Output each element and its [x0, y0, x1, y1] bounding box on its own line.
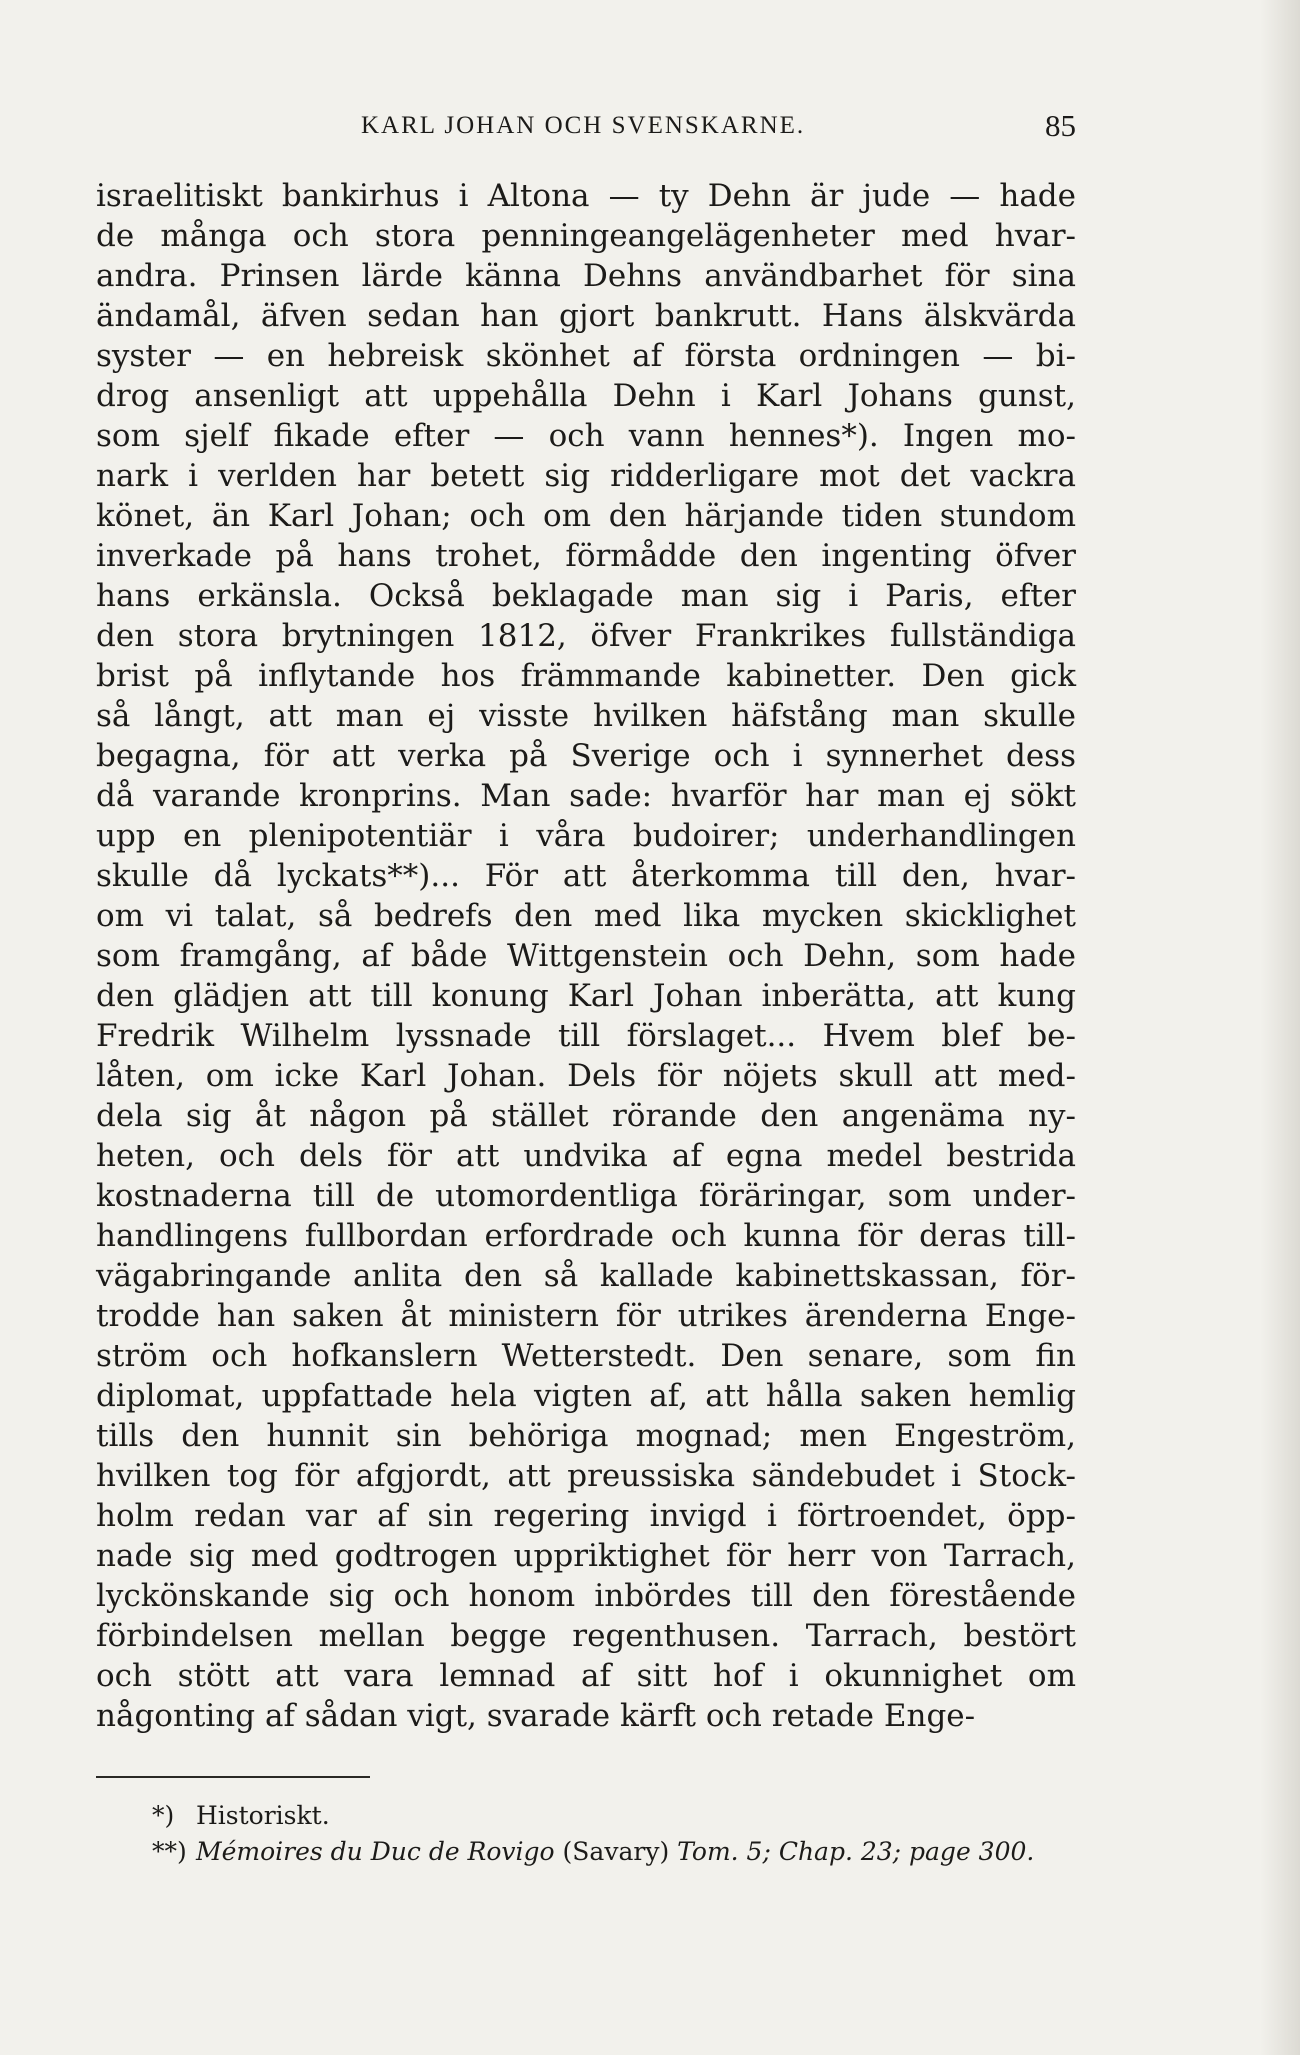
text-line: och stött att vara lemnad af sitt hof i okunnighet om — [96, 1658, 1076, 1694]
text-line: handlingens fullbordan erfordrade och kunna för deras till- — [96, 1218, 1076, 1254]
text-line: holm redan var af sin regering invigd i förtroendet, öpp- — [96, 1498, 1076, 1534]
text-line: om vi talat, så bedrefs den med lika mycken skicklighet — [96, 898, 1076, 934]
text-line: någonting af sådan vigt, svarade kärft och retade Enge- — [96, 1698, 976, 1734]
text-line: begagna, för att verka på Sverige och i synnerhet dess — [96, 738, 1076, 774]
text-line: dela sig åt någon på stället rörande den angenäma ny- — [96, 1098, 1076, 1134]
text-line: trodde han saken åt ministern för utrikes ärenderna Enge- — [96, 1298, 1076, 1334]
page-number: 85 — [1045, 108, 1076, 143]
text-line: upp en plenipotentiär i våra budoirer; underhandlingen — [96, 818, 1076, 854]
footnote-2-title: Mémoires du Duc de Rovigo — [196, 1837, 555, 1866]
page-edge-shadow — [1260, 0, 1300, 2055]
text-line: israelitiskt bankirhus i Altona — ty Dehn är jude — hade — [96, 178, 1076, 214]
footnote-2-reference: Tom. 5; Chap. 23; page 300. — [677, 1837, 1035, 1866]
text-line: så långt, att man ej visste hvilken häfstång man skulle — [96, 698, 1076, 734]
text-line: ändamål, äfven sedan han gjort bankrutt. Hans älskvärda — [96, 298, 1076, 334]
text-line: diplomat, uppfattade hela vigten af, att hålla saken hemlig — [96, 1378, 1076, 1414]
text-line: ström och hofkanslern Wetterstedt. Den senare, som fin — [96, 1338, 1076, 1374]
text-line: förbindelsen mellan begge regenthusen. Tarrach, bestört — [96, 1618, 1076, 1654]
text-line: den stora brytningen 1812, öfver Frankrikes fullständiga — [96, 618, 1076, 654]
text-line: vägabringande anlita den så kallade kabinettskassan, för- — [96, 1258, 1076, 1294]
text-line: Fredrik Wilhelm lyssnade till förslaget... Hvem blef be- — [96, 1018, 1076, 1054]
text-line: drog ansenligt att uppehålla Dehn i Karl Johans gunst, — [96, 378, 1076, 414]
footnote-1 — [152, 1798, 1082, 1834]
footnote-2-mark: **) — [152, 1837, 187, 1866]
text-line: inverkade på hans trohet, förmådde den ingenting öfver — [96, 538, 1076, 574]
text-line: andra. Prinsen lärde känna Dehns användbarhet för sina — [96, 258, 1076, 294]
text-line: de många och stora penningeangelägenheter med hvar- — [96, 218, 1076, 254]
footnote-rule — [96, 1776, 370, 1778]
footnote-2-publisher: (Savary) — [554, 1837, 678, 1866]
body-text — [96, 176, 1076, 1736]
page-header — [96, 108, 1076, 148]
text-line: skulle då lyckats**)... För att återkomma till den, hvar- — [96, 858, 1076, 894]
text-line: hvilken tog för afgjordt, att preussiska sändebudet i Stock- — [96, 1458, 1076, 1494]
text-line: nark i verlden har betett sig ridderligare mot det vackra — [96, 458, 1076, 494]
text-line: könet, än Karl Johan; och om den härjande tiden stundom — [96, 498, 1076, 534]
running-head: KARL JOHAN OCH SVENSKARNE. — [361, 112, 806, 139]
text-line: som sjelf fikade efter — och vann hennes*). Ingen mo- — [96, 418, 1076, 454]
text-line: brist på inflytande hos främmande kabinetter. Den gick — [96, 658, 1076, 694]
text-line: den glädjen att till konung Karl Johan inberätta, att kung — [96, 978, 1076, 1014]
text-line: heten, och dels för att undvika af egna medel bestrida — [96, 1138, 1076, 1174]
footnotes — [152, 1798, 1082, 1870]
text-line: som framgång, af både Wittgenstein och Dehn, som hade — [96, 938, 1076, 974]
text-line: då varande kronprins. Man sade: hvarför har man ej sökt — [96, 778, 1076, 814]
footnote-1-text: Historiskt. — [196, 1801, 330, 1830]
text-line: låten, om icke Karl Johan. Dels för nöjets skull att med- — [96, 1058, 1076, 1094]
text-line: lyckönskande sig och honom inbördes till den förestående — [96, 1578, 1076, 1614]
text-line: syster — en hebreisk skönhet af första ordningen — bi- — [96, 338, 1076, 374]
text-line: hans erkänsla. Också beklagade man sig i Paris, efter — [96, 578, 1076, 614]
text-line: kostnaderna till de utomordentliga föräringar, som under- — [96, 1178, 1076, 1214]
footnote-1-mark: *) — [152, 1801, 175, 1830]
text-line: nade sig med godtrogen uppriktighet för herr von Tarrach, — [96, 1538, 1076, 1574]
text-line: tills den hunnit sin behöriga mognad; men Engeström, — [96, 1418, 1076, 1454]
footnote-2 — [152, 1834, 1082, 1870]
